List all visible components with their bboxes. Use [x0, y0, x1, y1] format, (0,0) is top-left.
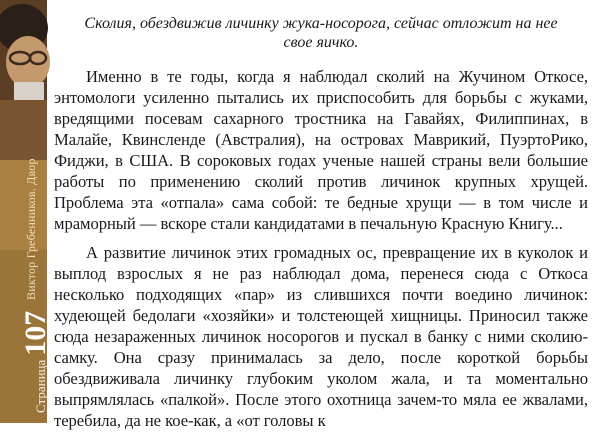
article-body	[54, 14, 588, 439]
paragraph-1: Именно в те годы, когда я наблюдал сколий на Жучином Откосе, энтомологи усиленно пытались их приспособить для борьбы с жуками, вредящими посевам сахарного тростника на Гавайях, Филиппинах, в Малайе, Квинсленде (Австралия), на островах Маврикий, ПуэртоРико, Фиджи, в США. В сороковых годах ученые нашей страны вели большие работы по применению сколий против личинок крупных хрущей. Проблема эта «отпала» сама собой: те бедные хрущи — в том числе и мраморный — вскоре стали кандидатами в печальную Красную Книгу...	[54, 67, 588, 233]
author-credit-text: Виктор Гребенников. Двор	[24, 158, 38, 300]
page-number: 107	[19, 310, 52, 356]
paragraph-2: А развитие личинок этих громадных ос, превращение их в куколок и выплод взрослых я не раз наблюдал дома, перенеся сюда с Откоса несколько подходящих «пар» из слившихся почти воедино личинок: худеющей бедолаги «хозяйки» и толстеющей хищницы. Приносил также сюда незараженных личинок носорогов и пускал в банку с ними сколию-самку. Она сразу принималась за дело, после короткой борьбы обездвиживала личинку глубоким уколом жала, и та моментально выпрямлялась «палкой». После этого охотница зачем-то мяла ее жвалами, теребила, да не кое-как, а «от головы к	[54, 243, 588, 430]
figure-caption: Сколия, обездвижив личинку жука-носорога, сейчас отложит на нее свое яичко.	[84, 15, 558, 51]
sidebar-strip	[0, 0, 52, 423]
page-label: Страница	[33, 359, 48, 413]
